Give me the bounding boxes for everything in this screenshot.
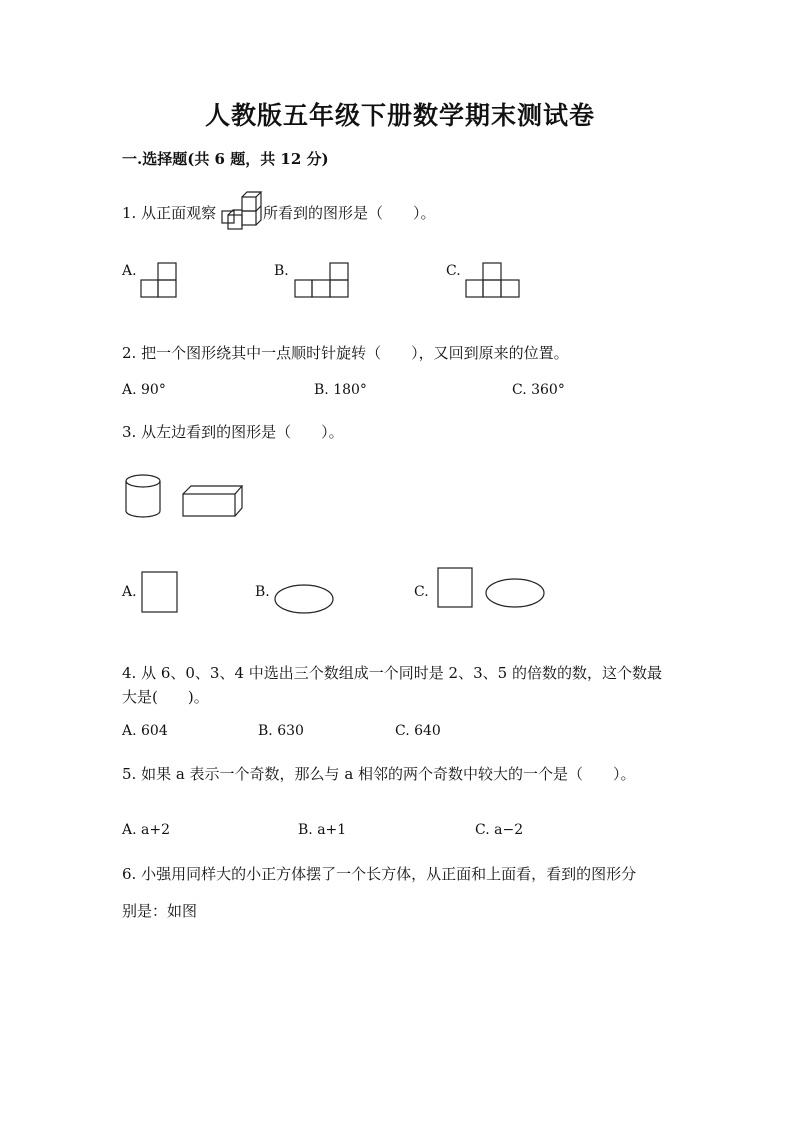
q4-option-c[interactable]: C. 640 bbox=[395, 723, 441, 739]
q4-option-b[interactable]: B. 630 bbox=[258, 723, 304, 739]
q3-option-a-label[interactable]: A. bbox=[122, 584, 137, 600]
q4-option-a[interactable]: A. 604 bbox=[122, 723, 168, 739]
q3-option-c-rect bbox=[437, 567, 475, 609]
q1-option-b-label[interactable]: B. bbox=[274, 263, 289, 279]
q3-option-b-label[interactable]: B. bbox=[255, 584, 270, 600]
question-3-text: 3. 从左边看到的图形是（ ）。 bbox=[122, 423, 344, 441]
page-title: 人教版五年级下册数学期末测试卷 bbox=[204, 101, 595, 130]
q1-option-a-label[interactable]: A. bbox=[122, 263, 137, 279]
question-1-suffix: 所看到的图形是（ ）。 bbox=[263, 204, 436, 222]
cuboid-icon bbox=[182, 485, 244, 519]
question-2-text: 2. 把一个图形绕其中一点顺时针旋转（ ），又回到原来的位置。 bbox=[122, 344, 569, 362]
q3-option-c-label[interactable]: C. bbox=[414, 584, 429, 600]
q1-option-c-figure bbox=[465, 262, 521, 298]
q1-option-a-figure bbox=[140, 262, 178, 298]
question-1-prefix: 1. 从正面观察 bbox=[122, 204, 217, 222]
q2-option-a[interactable]: A. 90° bbox=[122, 382, 166, 398]
question-6-line1: 6. 小强用同样大的小正方体摆了一个长方体，从正面和上面看，看到的图形分 bbox=[122, 865, 637, 883]
section-heading: 一.选择题(共 6 题，共 12 分) bbox=[122, 150, 329, 168]
q1-option-b-figure bbox=[294, 262, 350, 298]
question-4-line1: 4. 从 6、0、3、4 中选出三个数组成一个同时是 2、3、5 的倍数的数，这个数最 bbox=[122, 664, 662, 682]
cylinder-icon bbox=[124, 474, 164, 520]
question-4-line2: 大是( )。 bbox=[122, 688, 209, 706]
q3-option-b-figure bbox=[274, 584, 336, 616]
q5-option-c[interactable]: C. a−2 bbox=[475, 822, 524, 838]
q3-option-c-ellipse bbox=[485, 578, 547, 610]
q2-option-c[interactable]: C. 360° bbox=[512, 382, 565, 398]
q3-option-a-figure bbox=[141, 571, 179, 613]
q1-option-c-label[interactable]: C. bbox=[446, 263, 461, 279]
q5-option-a[interactable]: A. a+2 bbox=[122, 822, 170, 838]
q2-option-b[interactable]: B. 180° bbox=[314, 382, 367, 398]
question-6-line2: 别是：如图 bbox=[122, 902, 198, 920]
stacked-cubes-icon bbox=[220, 189, 266, 237]
question-5-text: 5. 如果 a 表示一个奇数，那么与 a 相邻的两个奇数中较大的一个是（ ）。 bbox=[122, 765, 636, 783]
q5-option-b[interactable]: B. a+1 bbox=[298, 822, 347, 838]
